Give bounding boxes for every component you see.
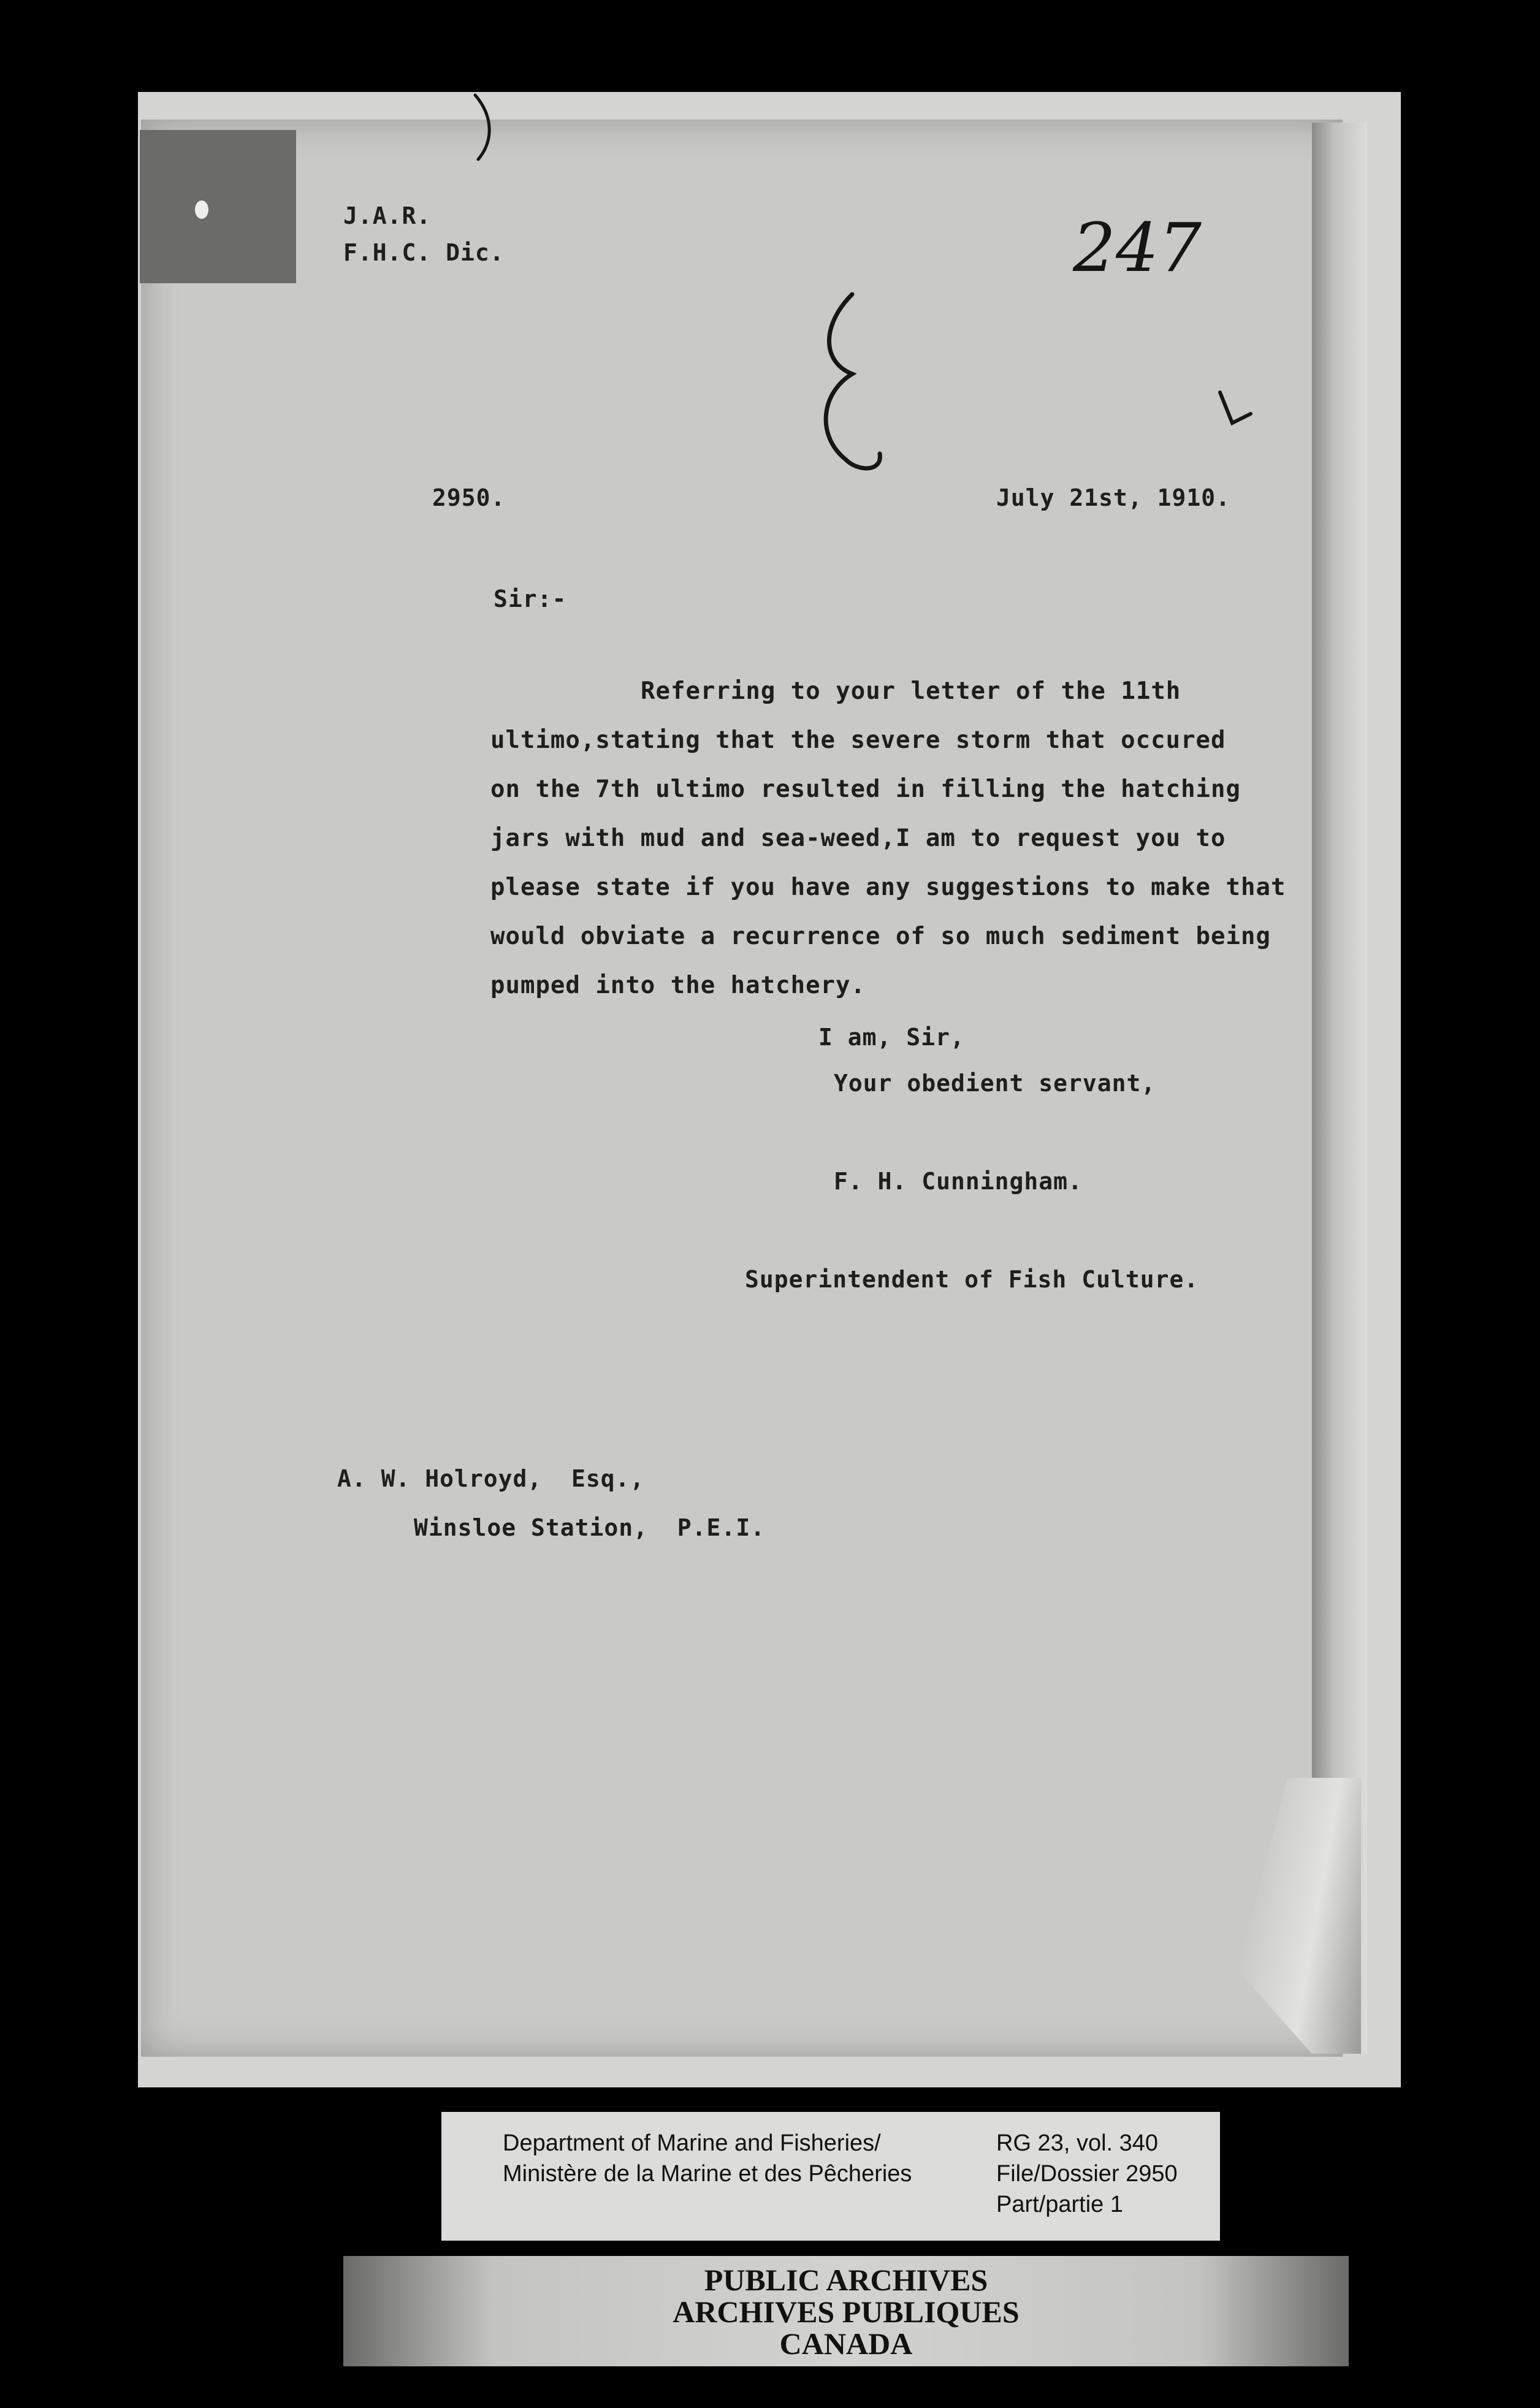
body-line: Referring to your letter of the 11th xyxy=(641,677,1181,705)
handwritten-page-number: 247 xyxy=(1073,208,1202,287)
addressee-location: Winsloe Station, P.E.I. xyxy=(414,1514,766,1541)
body-line: pumped into the hatchery. xyxy=(490,972,866,999)
handwritten-bracket xyxy=(466,92,503,166)
tape-patch xyxy=(140,130,296,283)
department-english: Department of Marine and Fisheries/ xyxy=(503,2130,881,2156)
signatory-title: Superintendent of Fish Culture. xyxy=(745,1266,1199,1293)
stamp-line2: ARCHIVES PUBLIQUES xyxy=(673,2295,1020,2329)
addressee-name: A. W. Holroyd, Esq., xyxy=(337,1465,645,1492)
file-dossier: File/Dossier 2950 xyxy=(996,2161,1178,2187)
file-number: 2950. xyxy=(432,484,506,511)
handwritten-mark xyxy=(809,288,895,497)
handwritten-tick xyxy=(1214,380,1263,429)
closing-line1: I am, Sir, xyxy=(818,1024,965,1051)
letter-date: July 21st, 1910. xyxy=(996,484,1231,511)
page-edge-curl xyxy=(1312,123,1367,2054)
body-line: ultimo,stating that the severe storm that occured xyxy=(490,726,1226,754)
record-group: RG 23, vol. 340 xyxy=(996,2130,1159,2156)
closing-line2: Your obedient servant, xyxy=(834,1070,1156,1097)
initials-line2: F.H.C. Dic. xyxy=(343,239,505,266)
body-line: jars with mud and sea-weed,I am to request you to xyxy=(490,825,1226,852)
archive-stamp xyxy=(343,2256,1349,2366)
initials-line1: J.A.R. xyxy=(343,202,432,229)
stamp-line3: CANADA xyxy=(779,2326,913,2361)
body-line: would obviate a recurrence of so much sediment being xyxy=(490,923,1271,950)
stamp-line1: PUBLIC ARCHIVES xyxy=(704,2263,988,2297)
body-line: on the 7th ultimo resulted in filling the hatching xyxy=(490,775,1241,803)
letter-page xyxy=(141,120,1343,2057)
salutation: Sir:- xyxy=(494,585,567,612)
body-line: please state if you have any suggestions to make that xyxy=(490,874,1286,901)
archive-reference-label xyxy=(441,2112,1220,2241)
tape-mark xyxy=(195,200,208,219)
part-partie: Part/partie 1 xyxy=(996,2192,1123,2217)
signature: F. H. Cunningham. xyxy=(834,1168,1083,1195)
department-french: Ministère de la Marine et des Pêcheries xyxy=(503,2161,912,2187)
